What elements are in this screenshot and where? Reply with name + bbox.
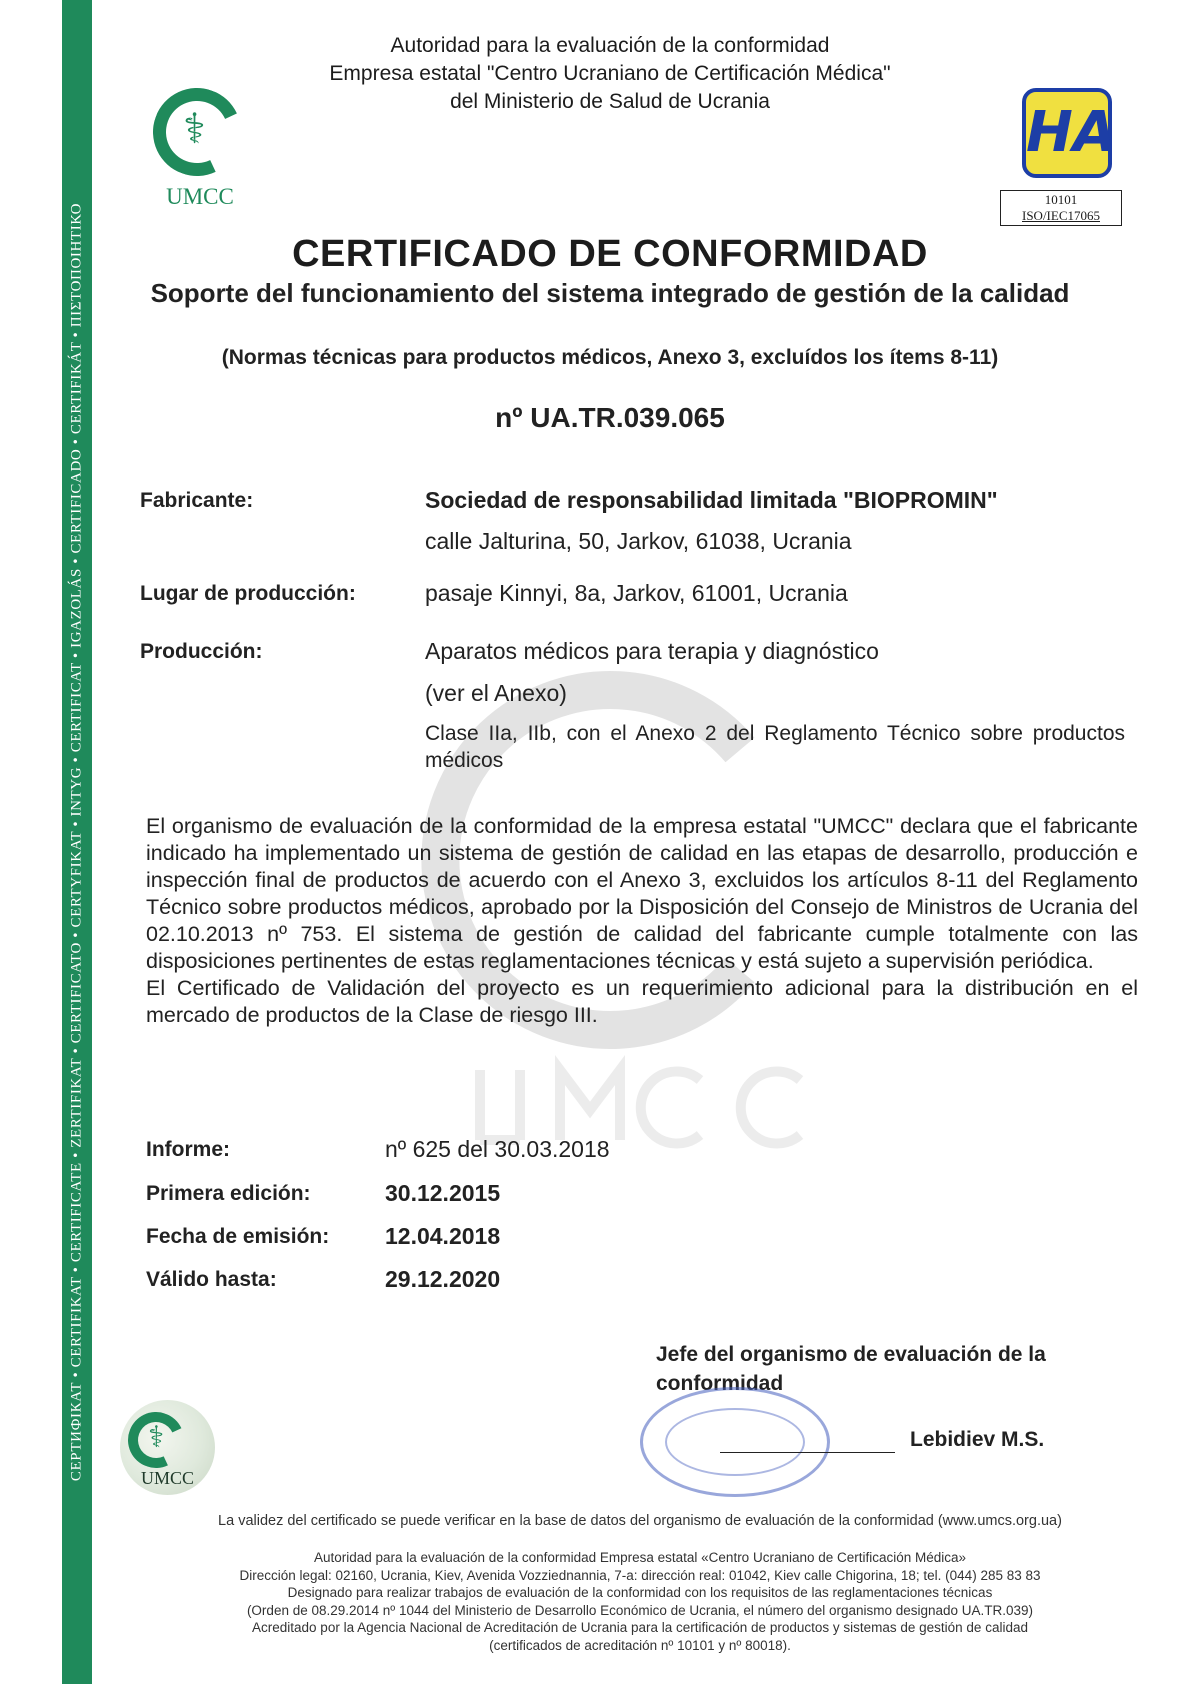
- umcc-logo: [145, 88, 255, 213]
- official-stamp: [640, 1387, 830, 1497]
- signatory-name: Lebidiev M.S.: [910, 1428, 1045, 1451]
- accreditation-number: 10101: [1044, 192, 1078, 207]
- seal-caduceus-icon: ⚕: [148, 1421, 165, 1454]
- header-line-3: del Ministerio de Salud de Ucrania: [450, 90, 770, 113]
- footer-line: Autoridad para la evaluación de la conformidad Empresa estatal «Centro Ucraniano de Certificación Médica»: [313, 1550, 967, 1565]
- issue-date-label: Fecha de emisión:: [146, 1225, 330, 1248]
- certificate-subtitle: Soporte del funcionamiento del sistema integrado de gestión de la calidad: [150, 278, 1070, 308]
- accreditation-standard: ISO/IEC17065: [1022, 208, 1100, 223]
- manufacturer-name: Sociedad de responsabilidad limitada "BIOPROMIN": [425, 487, 998, 513]
- first-edition-label: Primera edición:: [146, 1182, 311, 1205]
- production-value: Aparatos médicos para terapia y diagnóstico: [425, 638, 879, 664]
- report-value: nº 625 del 30.03.2018: [385, 1136, 610, 1162]
- production-label: Producción:: [140, 640, 263, 663]
- valid-until-value: 29.12.2020: [385, 1266, 501, 1292]
- side-band-text: CERTIFICATE • ZERTIFIKAT • CERTIFICATO • CERTYFIKAT • INTYG • CERTIFICAT • IGAZOLÁS • CERTIFICADO • CERTIFIKÁT • ΠΙΣΤΟΠΟΙΗΤΙΚΟ: [68, 202, 85, 1263]
- footer-line: (certificados de acreditación nº 10101 y nº 80018).: [489, 1637, 791, 1653]
- footer-line: (Orden de 08.29.2014 nº 1044 del Ministerio de Desarrollo Económico de Ucrania, el número del organismo designado UA.TR.039): [246, 1602, 1034, 1618]
- production-place: pasaje Kinnyi, 8a, Jarkov, 61001, Ucrania: [425, 580, 848, 606]
- certificate-side-band: [62, 0, 92, 1684]
- certificate-number: nº UA.TR.039.065: [495, 402, 725, 433]
- caduceus-icon: ⚕: [183, 104, 206, 153]
- accreditation-logo: [1000, 88, 1125, 228]
- device-class-text: Clase IIa, IIb, con el Anexo 2 del Reglamento Técnico sobre productos médicos: [425, 722, 1125, 772]
- footer-line: Acreditado por la Agencia Nacional de Acreditación de Ucrania para la certificación de productos y sistemas de gestión de calidad: [252, 1620, 1028, 1635]
- certificate-title: CERTIFICADO DE CONFORMIDAD: [292, 233, 928, 275]
- report-label: Informe:: [146, 1138, 230, 1161]
- hologram-seal: [120, 1400, 215, 1495]
- manufacturer-label: Fabricante:: [140, 489, 254, 512]
- first-edition-value: 30.12.2015: [385, 1180, 501, 1206]
- production-annex: (ver el Anexo): [425, 680, 567, 706]
- accreditation-box: [1000, 190, 1122, 226]
- footer-line: Designado para realizar trabajos de evaluación de la conformidad con los requisitos de las reglamentaciones técnicas: [287, 1585, 993, 1600]
- seal-label: UMCC: [140, 1468, 194, 1488]
- header-line-2: Empresa estatal "Centro Ucraniano de Certificación Médica": [329, 62, 891, 85]
- issue-date-value: 12.04.2018: [385, 1223, 501, 1249]
- header-line-1: Autoridad para la evaluación de la conformidad: [390, 34, 830, 57]
- verification-note: La validez del certificado se puede verificar en la base de datos del organismo de evaluación de la conformidad (www.umcs.org.ua): [218, 1513, 1062, 1529]
- declaration-paragraph-1: El organismo de evaluación de la conformidad de la empresa estatal "UMCC" declara que el fabricante indicado ha implementado un sistema de gestión de calidad en las etapas de desarrollo, producción e inspección final de productos de acuerdo con el Anexo 3, excluidos los artículos 8-11 del Reglamento Técnico sobre productos médicos, aprobado por la Disposición del Consejo de Ministros de Ucrania del 02.10.2013 nº 753. El sistema de gestión de calidad del fabricante cumple totalmente con las disposiciones pertinentes de estas reglamentaciones técnicas y está sujeto a supervisión periódica.: [146, 814, 1138, 973]
- umcc-logo-label: UMCC: [166, 184, 234, 209]
- accreditation-mark-icon: HA: [1022, 88, 1112, 178]
- side-band-text-bottom: СЕРТИФІКАТ • CERTIFIKAT •: [68, 1262, 85, 1482]
- footer-line: Dirección legal: 02160, Ucrania, Kiev, Avenida Vozziednannia, 7-a: dirección real: 01042, Kiev calle Chigorina, 18; tel. (044) 285 83 83: [239, 1567, 1041, 1583]
- declaration-paragraph-2: El Certificado de Validación del proyecto es un requerimiento adicional para la distribución en el mercado de productos de la Clase de riesgo III.: [146, 976, 1138, 1027]
- certificate-norm: (Normas técnicas para productos médicos, Anexo 3, excluídos los ítems 8-11): [221, 346, 999, 369]
- production-place-label: Lugar de producción:: [140, 582, 356, 605]
- signature-title: Jefe del organismo de evaluación de la conformidad: [656, 1343, 1046, 1395]
- manufacturer-address: calle Jalturina, 50, Jarkov, 61038, Ucrania: [425, 528, 852, 554]
- footer-block: [150, 1549, 1130, 1654]
- signature-line: [720, 1452, 895, 1453]
- valid-until-label: Válido hasta:: [146, 1268, 277, 1291]
- declaration-text: [146, 813, 1138, 1029]
